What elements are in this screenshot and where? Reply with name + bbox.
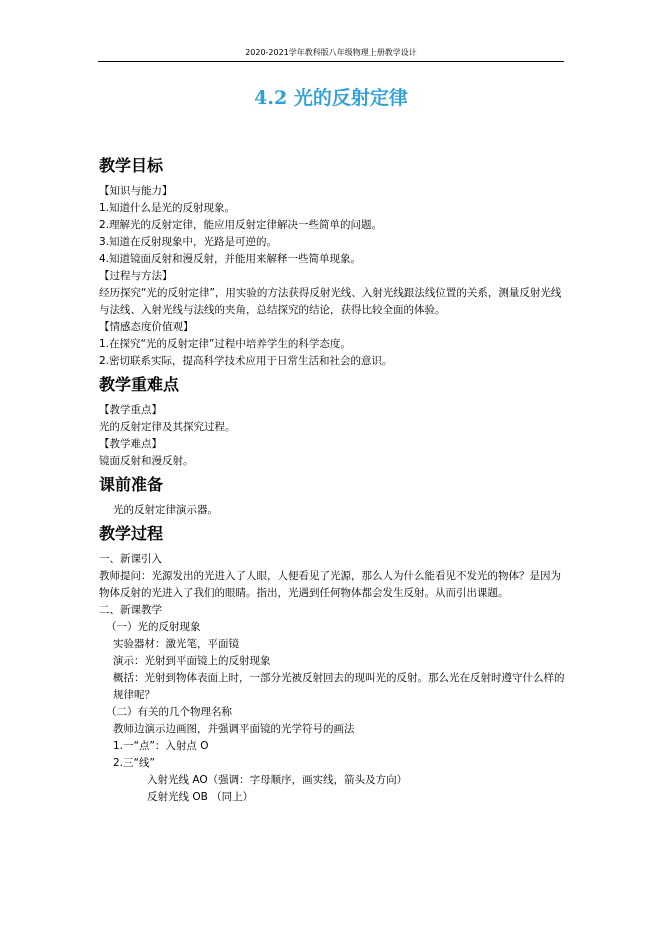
process-text: 反射光线 OB （同上） <box>147 791 254 803</box>
process-text: 教师提问：光源发出的光进入了人眼，人便看见了光源，那么人为什么能看见不发光的物体？是因为物体反射的光进入了我们的眼睛。指出，光遇到任何物体都会发生反射。从而引出课题。 <box>99 570 561 599</box>
document-body <box>99 151 565 806</box>
attitude-item: 2.密切联系实际，提高科学技术应用于日常生活和社会的意识。 <box>99 355 393 367</box>
page-header: 2020-2021学年教科版八年级物理上册教学设计 <box>245 48 417 57</box>
heading-keypoints: 教学重难点 <box>99 375 180 394</box>
process-text: 演示：光射到平面镜上的反射现象 <box>113 655 271 667</box>
header-rule <box>98 61 564 62</box>
focus-text: 光的反射定律及其探究过程。 <box>99 421 236 433</box>
process-step: 二、新课教学 <box>99 604 162 616</box>
process-substep: （二）有关的几个物理名称 <box>106 706 232 718</box>
page-title: 4.2 光的反射定律 <box>254 87 408 109</box>
process-text: 2.三“线” <box>113 757 155 769</box>
objective-item: 3.知道在反射现象中，光路是可逆的。 <box>99 236 278 248</box>
process-text: 1.一“点”：入射点 O <box>113 740 209 752</box>
heading-objectives: 教学目标 <box>99 156 164 175</box>
label-attitude: 【情感态度价值观】 <box>99 321 194 333</box>
objective-item: 1.知道什么是光的反射现象。 <box>99 202 236 214</box>
label-difficulty: 【教学难点】 <box>99 438 162 450</box>
attitude-item: 1.在探究“光的反射定律”过程中培养学生的科学态度。 <box>99 338 351 350</box>
difficulty-text: 镜面反射和漫反射。 <box>99 455 194 467</box>
process-substep: （一）光的反射现象 <box>106 621 201 633</box>
process-text: 实验器材：激光笔，平面镜 <box>113 638 239 650</box>
label-methods: 【过程与方法】 <box>99 270 173 282</box>
methods-text: 经历探究“光的反射定律”，用实验的方法获得反射光线、入射光线跟法线位置的关系，测量反射光线与法线、入射光线与法线的夹角，总结探究的结论，获得比较全面的体验。 <box>99 287 562 316</box>
label-knowledge: 【知识与能力】 <box>99 185 173 197</box>
process-step: 一、新课引入 <box>99 553 162 565</box>
process-text: 概括：光射到物体表面上时，一部分光被反射回去的现叫光的反射。那么光在反射时遵守什么样的规律呢？ <box>113 672 565 701</box>
prep-text: 光的反射定律演示器。 <box>113 504 218 516</box>
objective-item: 4.知道镜面反射和漫反射，并能用来解释一些简单现象。 <box>99 253 362 265</box>
heading-prep: 课前准备 <box>99 475 164 494</box>
process-text: 入射光线 AO（强调：字母顺序，画实线，箭头及方向） <box>147 774 408 786</box>
process-text: 教师边演示边画图，并强调平面镜的光学符号的画法 <box>113 723 355 735</box>
label-focus: 【教学重点】 <box>99 404 162 416</box>
objective-item: 2.理解光的反射定律，能应用反射定律解决一些简单的问题。 <box>99 219 383 231</box>
heading-process: 教学过程 <box>99 524 164 543</box>
